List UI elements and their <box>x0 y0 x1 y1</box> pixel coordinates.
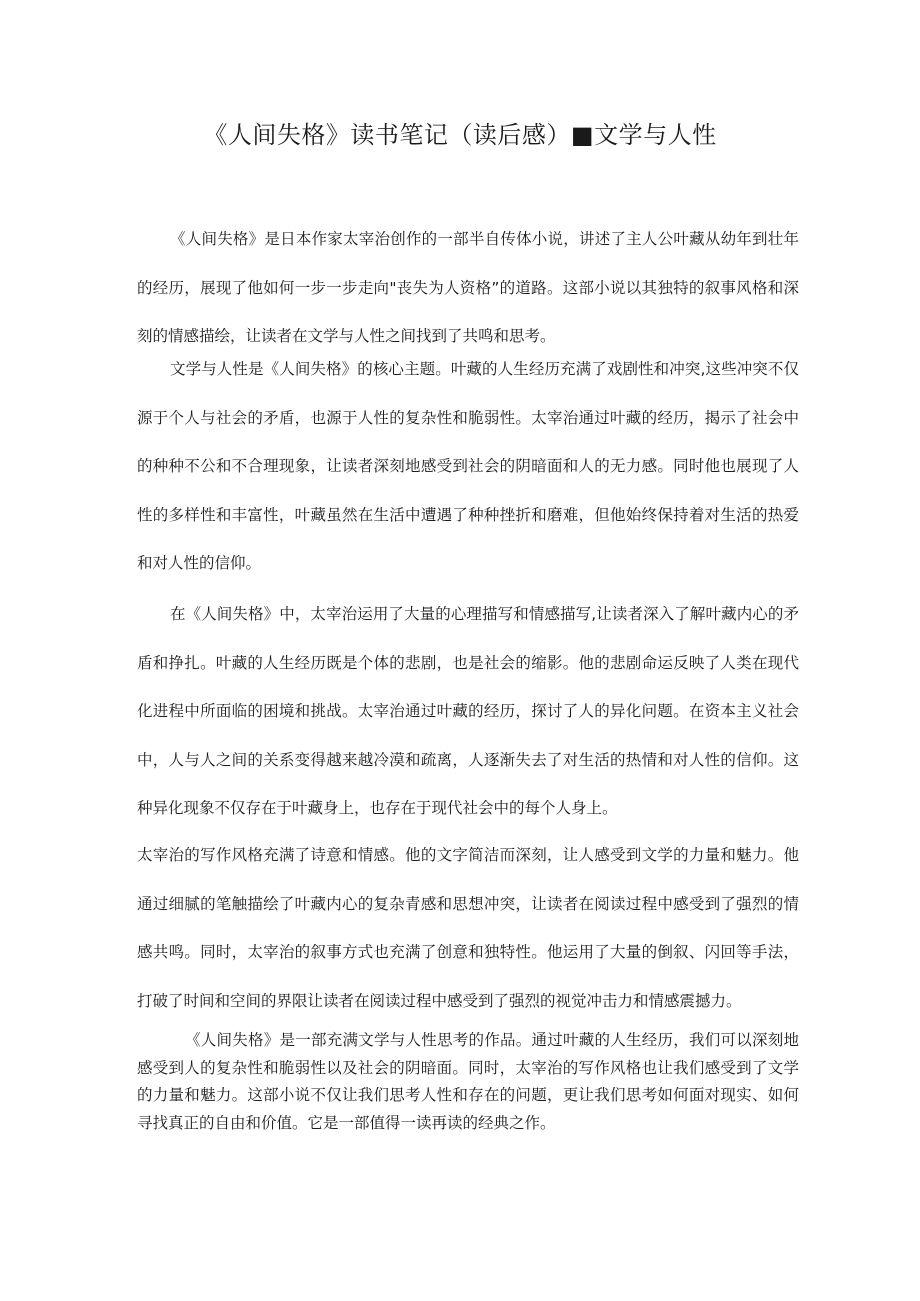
paragraph-conclusion: 《人间失格》是一部充满文学与人性思考的作品。通过叶藏的人生经历，我们可以深刻地感受到人的复杂性和脆弱性以及社会的阴暗面。同时，太宰治的写作风格也让我们感受到了文学的力量和魅力。这部小说不仅让我们思考人性和存在的问题，更让我们思考如何面对现实、如何寻找真正的自由和价值。它是一部值得一读再读的经典之作。 <box>137 1031 799 1132</box>
paragraph-style: 太宰治的写作风格充满了诗意和情感。他的文字简洁而深刻，让人感受到文学的力量和魅力。他通过细腻的笔触描绘了叶藏内心的复杂青感和思想冲突，让读者在阅读过程中感受到了强烈的情感共鸣。同时，太宰治的叙事方式也充满了创意和独特性。他运用了大量的倒叙、闪回等手法，打破了时间和空间的界限让读者在阅读过程中感受到了强烈的视觉冲击力和情感震撼力。 <box>137 846 799 1010</box>
paragraph-theme: 文学与人性是《人间失格》的核心主题。叶藏的人生经历充满了戏剧性和冲突,这些冲突不仅源于个人与社会的矛盾，也源于人性的复杂性和脆弱性。太宰治通过叶藏的经历，揭示了社会中的种种不公和不合理现象，让读者深刻地感受到社会的阴暗面和人的无力感。同时他也展现了人性的多样性和丰富性，叶藏虽然在生活中遭遇了种种挫折和磨难，但他始终保持着对生活的热爱和对人性的信仰。 <box>137 360 799 572</box>
paragraph-intro: 《人间失格》是日本作家太宰治创作的一部半自传体小说，讲述了主人公叶藏从幼年到壮年的经历，展现了他如何一步一步走向"丧失为人资格”的道路。这部小说以其独特的叙事风格和深刻的情感描绘，让读者在文学与人性之间找到了共鸣和思考。 <box>137 230 799 345</box>
paragraph-psychology: 在《人间失格》中，太宰治运用了大量的心理描写和情感描写,让读者深入了解叶藏内心的矛盾和挣扎。叶藏的人生经历既是个体的悲剧，也是社会的缩影。他的悲剧命运反映了人类在现代化进程中所面临的困境和挑战。太宰治通过叶藏的经历，探讨了人的异化问题。在资本主义社会中，人与人之间的关系变得越来越冷漠和疏离，人逐渐失去了对生活的热情和对人性的信仰。这种异化现象不仅存在于叶藏身上，也存在于现代社会中的每个人身上。 <box>137 605 799 817</box>
document-title: 《人间失格》读书笔记（读后感）■文学与人性 <box>203 121 717 149</box>
